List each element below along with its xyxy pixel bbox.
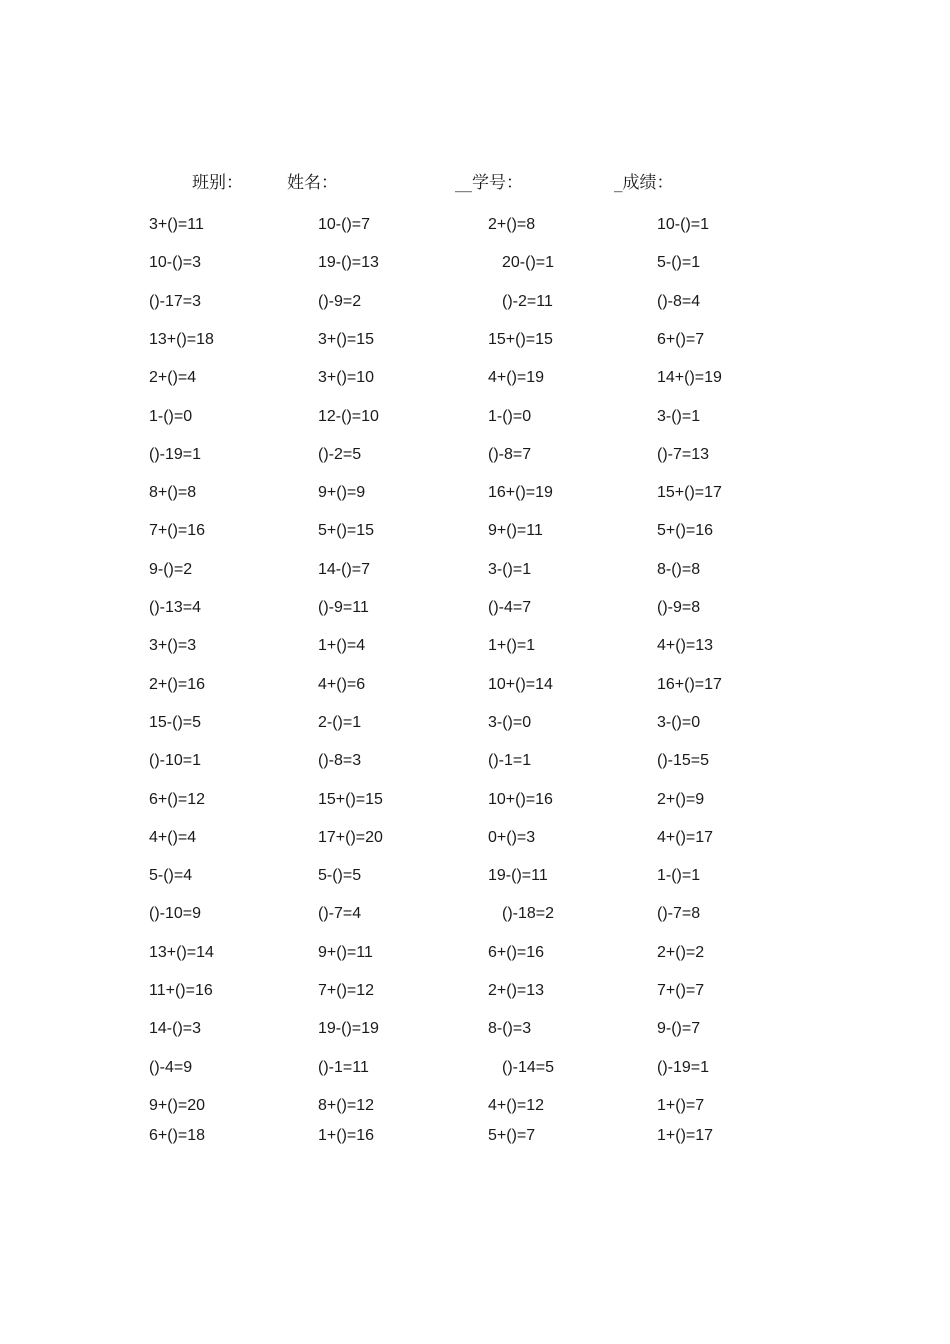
problem-cell: ()-9=2 — [318, 292, 362, 310]
problem-cell: 11+()=16 — [149, 982, 213, 999]
problem-cell: 1+()=4 — [318, 637, 366, 655]
problem-row — [0, 366, 950, 390]
problem-row — [0, 979, 950, 1003]
problem-cell: 6+()=16 — [488, 943, 545, 961]
problem-cell: 1-()=0 — [149, 407, 193, 425]
problem-cell: 9+()=11 — [318, 943, 373, 961]
problem-row — [0, 251, 950, 275]
problem-row — [0, 213, 950, 237]
problem-cell: 5+()=7 — [488, 1126, 536, 1144]
problem-cell: ()-17=3 — [149, 292, 202, 310]
problem-cell: 8+()=12 — [318, 1096, 375, 1114]
problem-cell: 3+()=10 — [318, 369, 375, 387]
problem-cell: ()-18=2 — [502, 905, 555, 923]
problem-cell: ()-7=13 — [657, 445, 710, 463]
problem-cell: 8+()=8 — [149, 484, 197, 502]
problem-cell: 2-()=1 — [318, 713, 362, 731]
problem-row — [0, 558, 950, 582]
problem-cell: ()-2=11 — [502, 292, 553, 310]
problem-cell: ()-14=5 — [502, 1058, 555, 1076]
problem-cell: 4+()=19 — [488, 369, 545, 387]
class-label: 班别： — [192, 173, 243, 193]
problem-cell: 10+()=16 — [488, 790, 553, 808]
problem-row — [0, 596, 950, 620]
problem-cell: 5-()=1 — [657, 254, 701, 272]
problem-cell: 5+()=15 — [318, 522, 375, 540]
problem-cell: 14-()=7 — [318, 560, 371, 578]
problem-row — [0, 902, 950, 926]
problem-cell: 1+()=7 — [657, 1096, 705, 1114]
problem-row — [0, 826, 950, 850]
problem-cell: ()-8=7 — [488, 445, 532, 463]
problem-cell: 19-()=11 — [488, 867, 548, 885]
problem-cell: 9+()=11 — [488, 522, 543, 540]
problem-row — [0, 864, 950, 888]
problem-row — [0, 634, 950, 658]
problem-cell: 5+()=16 — [657, 522, 714, 540]
problem-cell: 3-()=0 — [657, 713, 701, 731]
problem-cell: 4+()=17 — [657, 828, 714, 846]
problem-cell: 2+()=4 — [149, 369, 197, 387]
problem-cell: 7+()=7 — [657, 982, 705, 999]
problem-cell: 10-()=1 — [657, 216, 710, 233]
problem-cell: 2+()=2 — [657, 943, 705, 961]
problem-cell: ()-7=8 — [657, 905, 701, 923]
problem-cell: 9-()=2 — [149, 560, 193, 578]
problem-cell: 3-()=1 — [657, 407, 701, 425]
problem-cell: ()-10=1 — [149, 752, 202, 770]
problem-row — [0, 328, 950, 352]
problem-cell: 3+()=15 — [318, 330, 375, 348]
problem-cell: 10+()=14 — [488, 675, 553, 693]
name-label: 姓名： — [287, 173, 338, 193]
problem-cell: 7+()=16 — [149, 522, 206, 540]
problem-cell: 6+()=7 — [657, 330, 705, 348]
problem-cell: 3-()=0 — [488, 713, 532, 731]
problem-cell: 3+()=11 — [149, 216, 204, 233]
problem-cell: 2+()=9 — [657, 790, 705, 808]
problem-cell: ()-1=1 — [488, 752, 532, 770]
problem-cell: 13+()=18 — [149, 330, 214, 348]
problem-cell: 3+()=3 — [149, 637, 197, 655]
problem-cell: 9+()=9 — [318, 484, 366, 502]
problem-row — [0, 1094, 950, 1118]
problem-cell: 1+()=17 — [657, 1126, 714, 1144]
score-label: _成绩： — [614, 173, 674, 193]
problem-cell: ()-7=4 — [318, 905, 362, 923]
problem-cell: ()-10=9 — [149, 905, 202, 923]
problem-cell: 10-()=3 — [149, 254, 202, 272]
problem-cell: 4+()=12 — [488, 1096, 545, 1114]
problem-cell: 5-()=5 — [318, 867, 362, 885]
problem-row — [0, 405, 950, 429]
problem-row — [0, 941, 950, 965]
problem-cell: 12-()=10 — [318, 407, 379, 425]
problem-cell: 6+()=12 — [149, 790, 206, 808]
problem-cell: ()-15=5 — [657, 752, 710, 770]
problem-cell: 10-()=7 — [318, 216, 371, 233]
problem-cell: 16+()=19 — [488, 484, 553, 502]
problem-cell: 8-()=8 — [657, 560, 701, 578]
problem-cell: ()-4=7 — [488, 599, 532, 616]
problem-cell: ()-8=4 — [657, 292, 701, 310]
problem-cell: 3-()=1 — [488, 560, 532, 578]
problem-cell: 19-()=19 — [318, 1020, 379, 1038]
problem-cell: ()-9=11 — [318, 599, 369, 616]
problem-row — [0, 711, 950, 735]
problem-cell: 1+()=16 — [318, 1126, 375, 1144]
problem-cell: 17+()=20 — [318, 828, 383, 846]
problem-cell: 2+()=8 — [488, 216, 536, 233]
problem-cell: ()-1=11 — [318, 1058, 369, 1076]
problem-cell: 2+()=16 — [149, 675, 206, 693]
problem-cell: 19-()=13 — [318, 254, 379, 272]
problem-cell: 8-()=3 — [488, 1020, 532, 1038]
problem-cell: ()-9=8 — [657, 599, 701, 616]
problem-cell: 14+()=19 — [657, 369, 722, 387]
problem-cell: ()-4=9 — [149, 1058, 193, 1076]
problem-cell: 6+()=18 — [149, 1126, 206, 1144]
student-info-header — [0, 168, 950, 194]
problem-row — [0, 290, 950, 314]
problem-cell: 15+()=17 — [657, 484, 722, 502]
problem-cell: 1-()=1 — [657, 867, 701, 885]
problem-cell: 7+()=12 — [318, 982, 375, 999]
problem-cell: 2+()=13 — [488, 982, 545, 999]
problem-cell: 1-()=0 — [488, 407, 532, 425]
problem-cell: 20-()=1 — [502, 254, 555, 272]
problem-cell: 4+()=6 — [318, 675, 366, 693]
problem-cell: ()-19=1 — [149, 445, 202, 463]
problem-row — [0, 481, 950, 505]
problem-row — [0, 673, 950, 697]
problem-cell: 5-()=4 — [149, 867, 193, 885]
problem-cell: 9+()=20 — [149, 1096, 206, 1114]
problem-row — [0, 1017, 950, 1041]
problem-cell: 4+()=4 — [149, 828, 197, 846]
problem-cell: ()-13=4 — [149, 599, 202, 616]
problem-cell: ()-19=1 — [657, 1058, 710, 1076]
problem-row — [0, 1056, 950, 1080]
problem-row — [0, 519, 950, 543]
problem-row — [0, 749, 950, 773]
problem-cell: 9-()=7 — [657, 1020, 701, 1038]
student-id-label: __学号： — [455, 173, 523, 193]
problem-row — [0, 443, 950, 467]
problem-cell: 4+()=13 — [657, 637, 714, 655]
problem-cell: 16+()=17 — [657, 675, 722, 693]
problem-cell: ()-2=5 — [318, 445, 362, 463]
problem-cell: 13+()=14 — [149, 943, 214, 961]
problem-row — [0, 1124, 950, 1148]
problem-cell: ()-8=3 — [318, 752, 362, 770]
problem-row — [0, 788, 950, 812]
problem-cell: 15+()=15 — [318, 790, 383, 808]
problem-cell: 15+()=15 — [488, 330, 553, 348]
problem-cell: 0+()=3 — [488, 828, 536, 846]
problem-cell: 1+()=1 — [488, 637, 536, 655]
problem-cell: 14-()=3 — [149, 1020, 202, 1038]
problem-cell: 15-()=5 — [149, 713, 202, 731]
